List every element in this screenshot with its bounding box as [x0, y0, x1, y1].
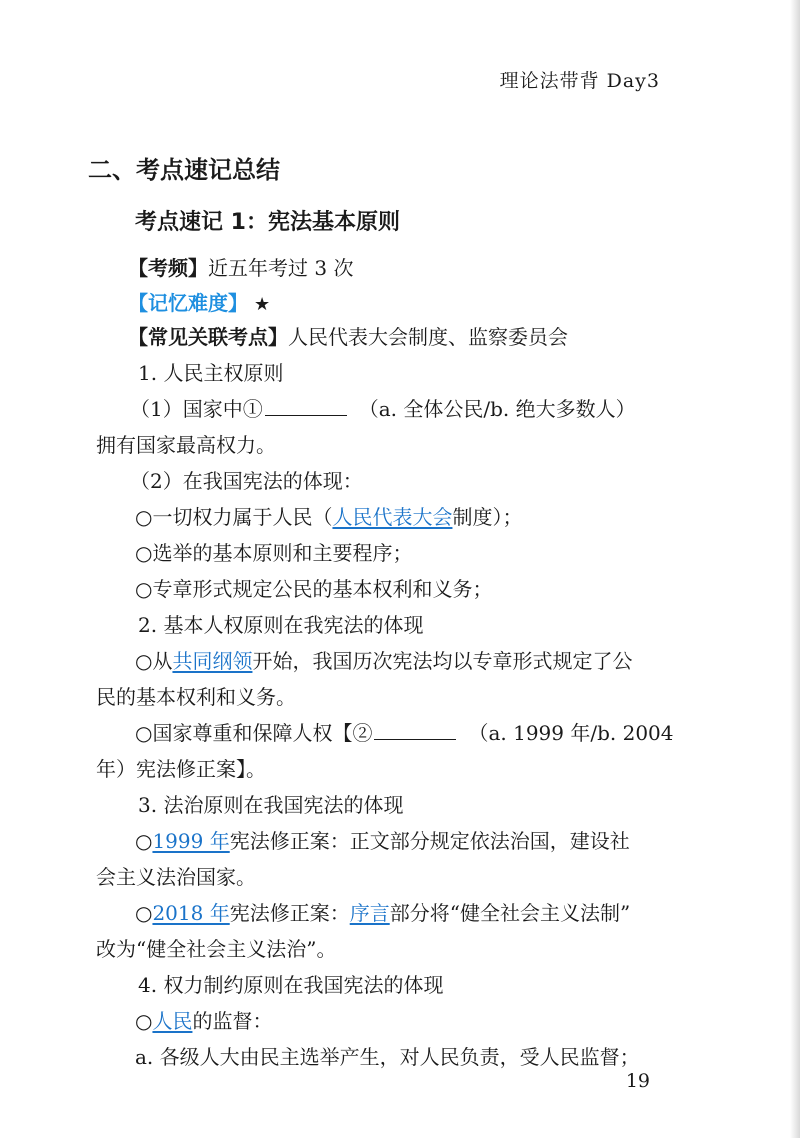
p1-bullet-1-text-a: ○一切权力属于人民（: [135, 505, 333, 529]
p1-item1-text: （1）国家中①: [130, 397, 263, 421]
p3-bullet-2: [135, 897, 630, 926]
frequency-label: 【考频】: [128, 256, 208, 280]
p3-bullet-2-cont: 改为“健全社会主义法治”。: [96, 937, 337, 961]
p2-heading: 2. 基本人权原则在我宪法的体现: [138, 613, 424, 637]
p2-bullet-2-options: （a. 1999 年/b. 2004: [468, 721, 674, 745]
p1-heading: 1. 人民主权原则: [138, 361, 284, 385]
p3-heading: 3. 法治原则在我国宪法的体现: [138, 793, 404, 817]
answer-blank-2: [374, 725, 456, 740]
p2-bullet-2: [135, 717, 674, 746]
bullet-mark: ○: [135, 1009, 153, 1033]
highlight-link: 人民代表大会: [332, 505, 453, 529]
frequency-line: [128, 252, 353, 281]
p1-bullet-1: [135, 501, 522, 530]
p2-bullet-1-cont: 民的基本权利和义务。: [96, 685, 296, 709]
p3-bullet-1-cont: 会主义法治国家。: [96, 865, 256, 889]
highlight-link: 共同纲领: [172, 649, 253, 673]
p1-item1-cont: 拥有国家最高权力。: [96, 433, 276, 457]
p1-item1-options: （a. 全体公民/b. 绝大多数人）: [358, 397, 636, 421]
p1-bullet-1-text-b: 制度）；: [452, 505, 523, 529]
page-number: 19: [625, 1070, 650, 1092]
p1-bullet-2: ○选举的基本原则和主要程序；: [135, 541, 413, 565]
p4-heading: 4. 权力制约原则在我国宪法的体现: [138, 973, 444, 997]
bullet-mark: ○: [135, 829, 153, 853]
highlight-link: 人民: [152, 1009, 193, 1033]
related-line: [128, 321, 568, 350]
related-label: 【常见关联考点】: [128, 325, 288, 349]
p3-bullet-1: [135, 825, 630, 854]
highlight-link: 序言: [349, 901, 390, 925]
highlight-link: 1999 年: [152, 829, 230, 853]
section-title: 二、考点速记总结: [88, 156, 280, 184]
p2-bullet-2-cont: 年）宪法修正案】。: [96, 757, 266, 781]
p3-bullet-1-text: 宪法修正案：正文部分规定依法治国，建设社: [229, 829, 630, 853]
frequency-value: 近五年考过 3 次: [208, 256, 354, 280]
p2-bullet-2-text: ○国家尊重和保障人权【②: [135, 721, 373, 745]
difficulty-label: 【记忆难度】: [128, 291, 248, 315]
highlight-link: 2018 年: [152, 901, 230, 925]
p3-bullet-2-text-a: 宪法修正案：: [229, 901, 350, 925]
p2-bullet-1: [135, 645, 632, 674]
page-edge-shadow: [790, 0, 800, 1138]
p2-bullet-1-text-a: ○从: [135, 649, 173, 673]
bullet-mark: ○: [135, 901, 153, 925]
p4-bullet-1: [135, 1005, 272, 1034]
topic-title: 考点速记 1：宪法基本原则: [135, 210, 400, 235]
p2-bullet-1-text-b: 开始，我国历次宪法均以专章形式规定了公: [252, 649, 633, 673]
p1-item1: [130, 393, 636, 422]
p3-bullet-2-text-b: 部分将“健全社会主义法制”: [389, 901, 631, 925]
p4-item-a: a. 各级人大由民主选举产生，对人民负责，受人民监督；: [135, 1045, 640, 1069]
difficulty-line: [128, 287, 270, 316]
p1-item2: （2）在我国宪法的体现：: [130, 469, 363, 493]
running-header: 理论法带背 Day3: [499, 70, 660, 92]
answer-blank-1: [265, 401, 347, 416]
star-icon: ★: [254, 294, 271, 315]
p1-bullet-3: ○专章形式规定公民的基本权利和义务；: [135, 577, 493, 601]
p4-bullet-1-text: 的监督：: [192, 1009, 273, 1033]
related-value: 人民代表大会制度、监察委员会: [288, 325, 568, 349]
